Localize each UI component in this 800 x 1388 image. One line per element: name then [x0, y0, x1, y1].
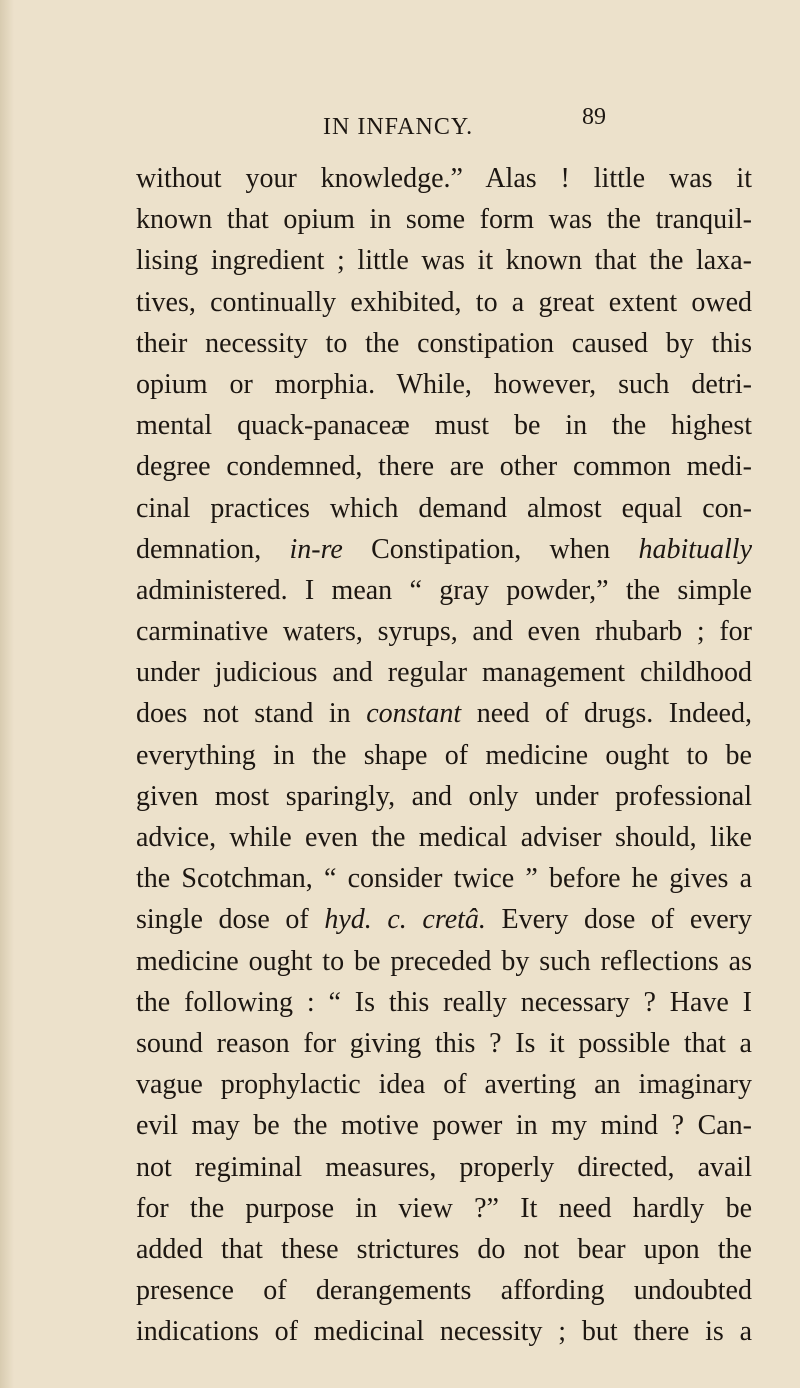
text-line — [136, 488, 752, 529]
page-gutter-shadow — [0, 0, 14, 1388]
text-segment: tives, continually exhibited, to a great extent owed — [136, 286, 752, 318]
text-line — [136, 776, 752, 817]
text-segment: mental quack-panaceæ must be in the highest — [136, 410, 752, 442]
text-line — [136, 1311, 752, 1352]
text-segment: indications of medicinal necessity ; but there is a — [136, 1316, 752, 1348]
text-segment: given most sparingly, and only under professional — [136, 780, 752, 812]
text-segment: vague prophylactic idea of averting an imaginary — [136, 1069, 752, 1101]
text-line — [136, 611, 752, 652]
text-line — [136, 1105, 752, 1146]
text-line — [136, 1270, 752, 1311]
text-segment: the Scotchman, “ consider twice ” before he gives a — [136, 863, 752, 895]
text-segment: carminative waters, syrups, and even rhubarb ; for — [136, 616, 752, 648]
text-line — [136, 446, 752, 487]
text-line — [136, 240, 752, 281]
text-segment: everything in the shape of medicine ought to be — [136, 739, 752, 771]
text-segment: not regiminal measures, properly directed, avail — [136, 1151, 752, 1183]
text-segment: does not stand in — [136, 698, 367, 730]
text-line — [136, 899, 752, 940]
text-segment: added that these strictures do not bear upon the — [136, 1233, 752, 1265]
text-line — [136, 735, 752, 776]
text-segment: lising ingredient ; little was it known that the laxa- — [136, 245, 752, 277]
text-segment: demnation, — [136, 533, 290, 565]
text-segment: their necessity to the constipation caused by this — [136, 327, 752, 359]
italic-text-segment: hyd. c. cretâ. — [324, 904, 486, 936]
text-line — [136, 199, 752, 240]
text-line — [136, 858, 752, 899]
text-segment: known that opium in some form was the tranquil- — [136, 204, 752, 236]
text-line — [136, 405, 752, 446]
text-segment: evil may be the motive power in my mind ? Can- — [136, 1110, 752, 1142]
text-line — [136, 158, 752, 199]
text-segment: Every dose of every — [485, 904, 752, 936]
text-line — [136, 1064, 752, 1105]
text-line — [136, 982, 752, 1023]
text-segment: need of drugs. Indeed, — [461, 698, 752, 730]
text-segment: for the purpose in view ?” It need hardly be — [136, 1192, 752, 1224]
text-segment: cinal practices which demand almost equal con- — [136, 492, 752, 524]
text-segment: Constipation, when — [342, 533, 639, 565]
running-title: IN INFANCY. — [323, 114, 474, 140]
text-segment: without your knowledge.” Alas ! little was it — [136, 163, 752, 194]
text-line — [136, 1023, 752, 1064]
text-segment: degree condemned, there are other common medi- — [136, 451, 752, 483]
text-segment: administered. I mean “ gray powder,” the simple — [136, 574, 752, 606]
body-paragraph — [136, 158, 752, 1352]
text-segment: single dose of — [136, 904, 325, 936]
text-line — [136, 1147, 752, 1188]
text-line — [136, 323, 752, 364]
text-line — [136, 652, 752, 693]
text-line — [136, 693, 752, 734]
text-line — [136, 570, 752, 611]
italic-text-segment: constant — [366, 698, 462, 730]
text-segment: under judicious and regular management childhood — [136, 657, 752, 689]
text-segment: medicine ought to be preceded by such reflections as — [136, 945, 752, 977]
text-line — [136, 817, 752, 858]
italic-text-segment: in-re — [289, 533, 343, 565]
text-line — [136, 1229, 752, 1270]
text-segment: advice, while even the medical adviser should, like — [136, 822, 752, 853]
text-line — [136, 282, 752, 323]
text-line — [136, 941, 752, 982]
text-line — [136, 1188, 752, 1229]
text-line — [136, 529, 752, 570]
page-number: 89 — [582, 104, 606, 130]
text-segment: sound reason for giving this ? Is it possible that a — [136, 1027, 752, 1059]
text-segment: the following : “ Is this really necessary ? Have I — [136, 986, 752, 1018]
text-segment: presence of derangements affording undoubted — [136, 1275, 752, 1307]
running-head — [0, 104, 800, 154]
italic-text-segment: habitually — [638, 533, 752, 565]
text-segment: opium or morphia. While, however, such detri- — [136, 368, 752, 400]
text-line — [136, 364, 752, 405]
